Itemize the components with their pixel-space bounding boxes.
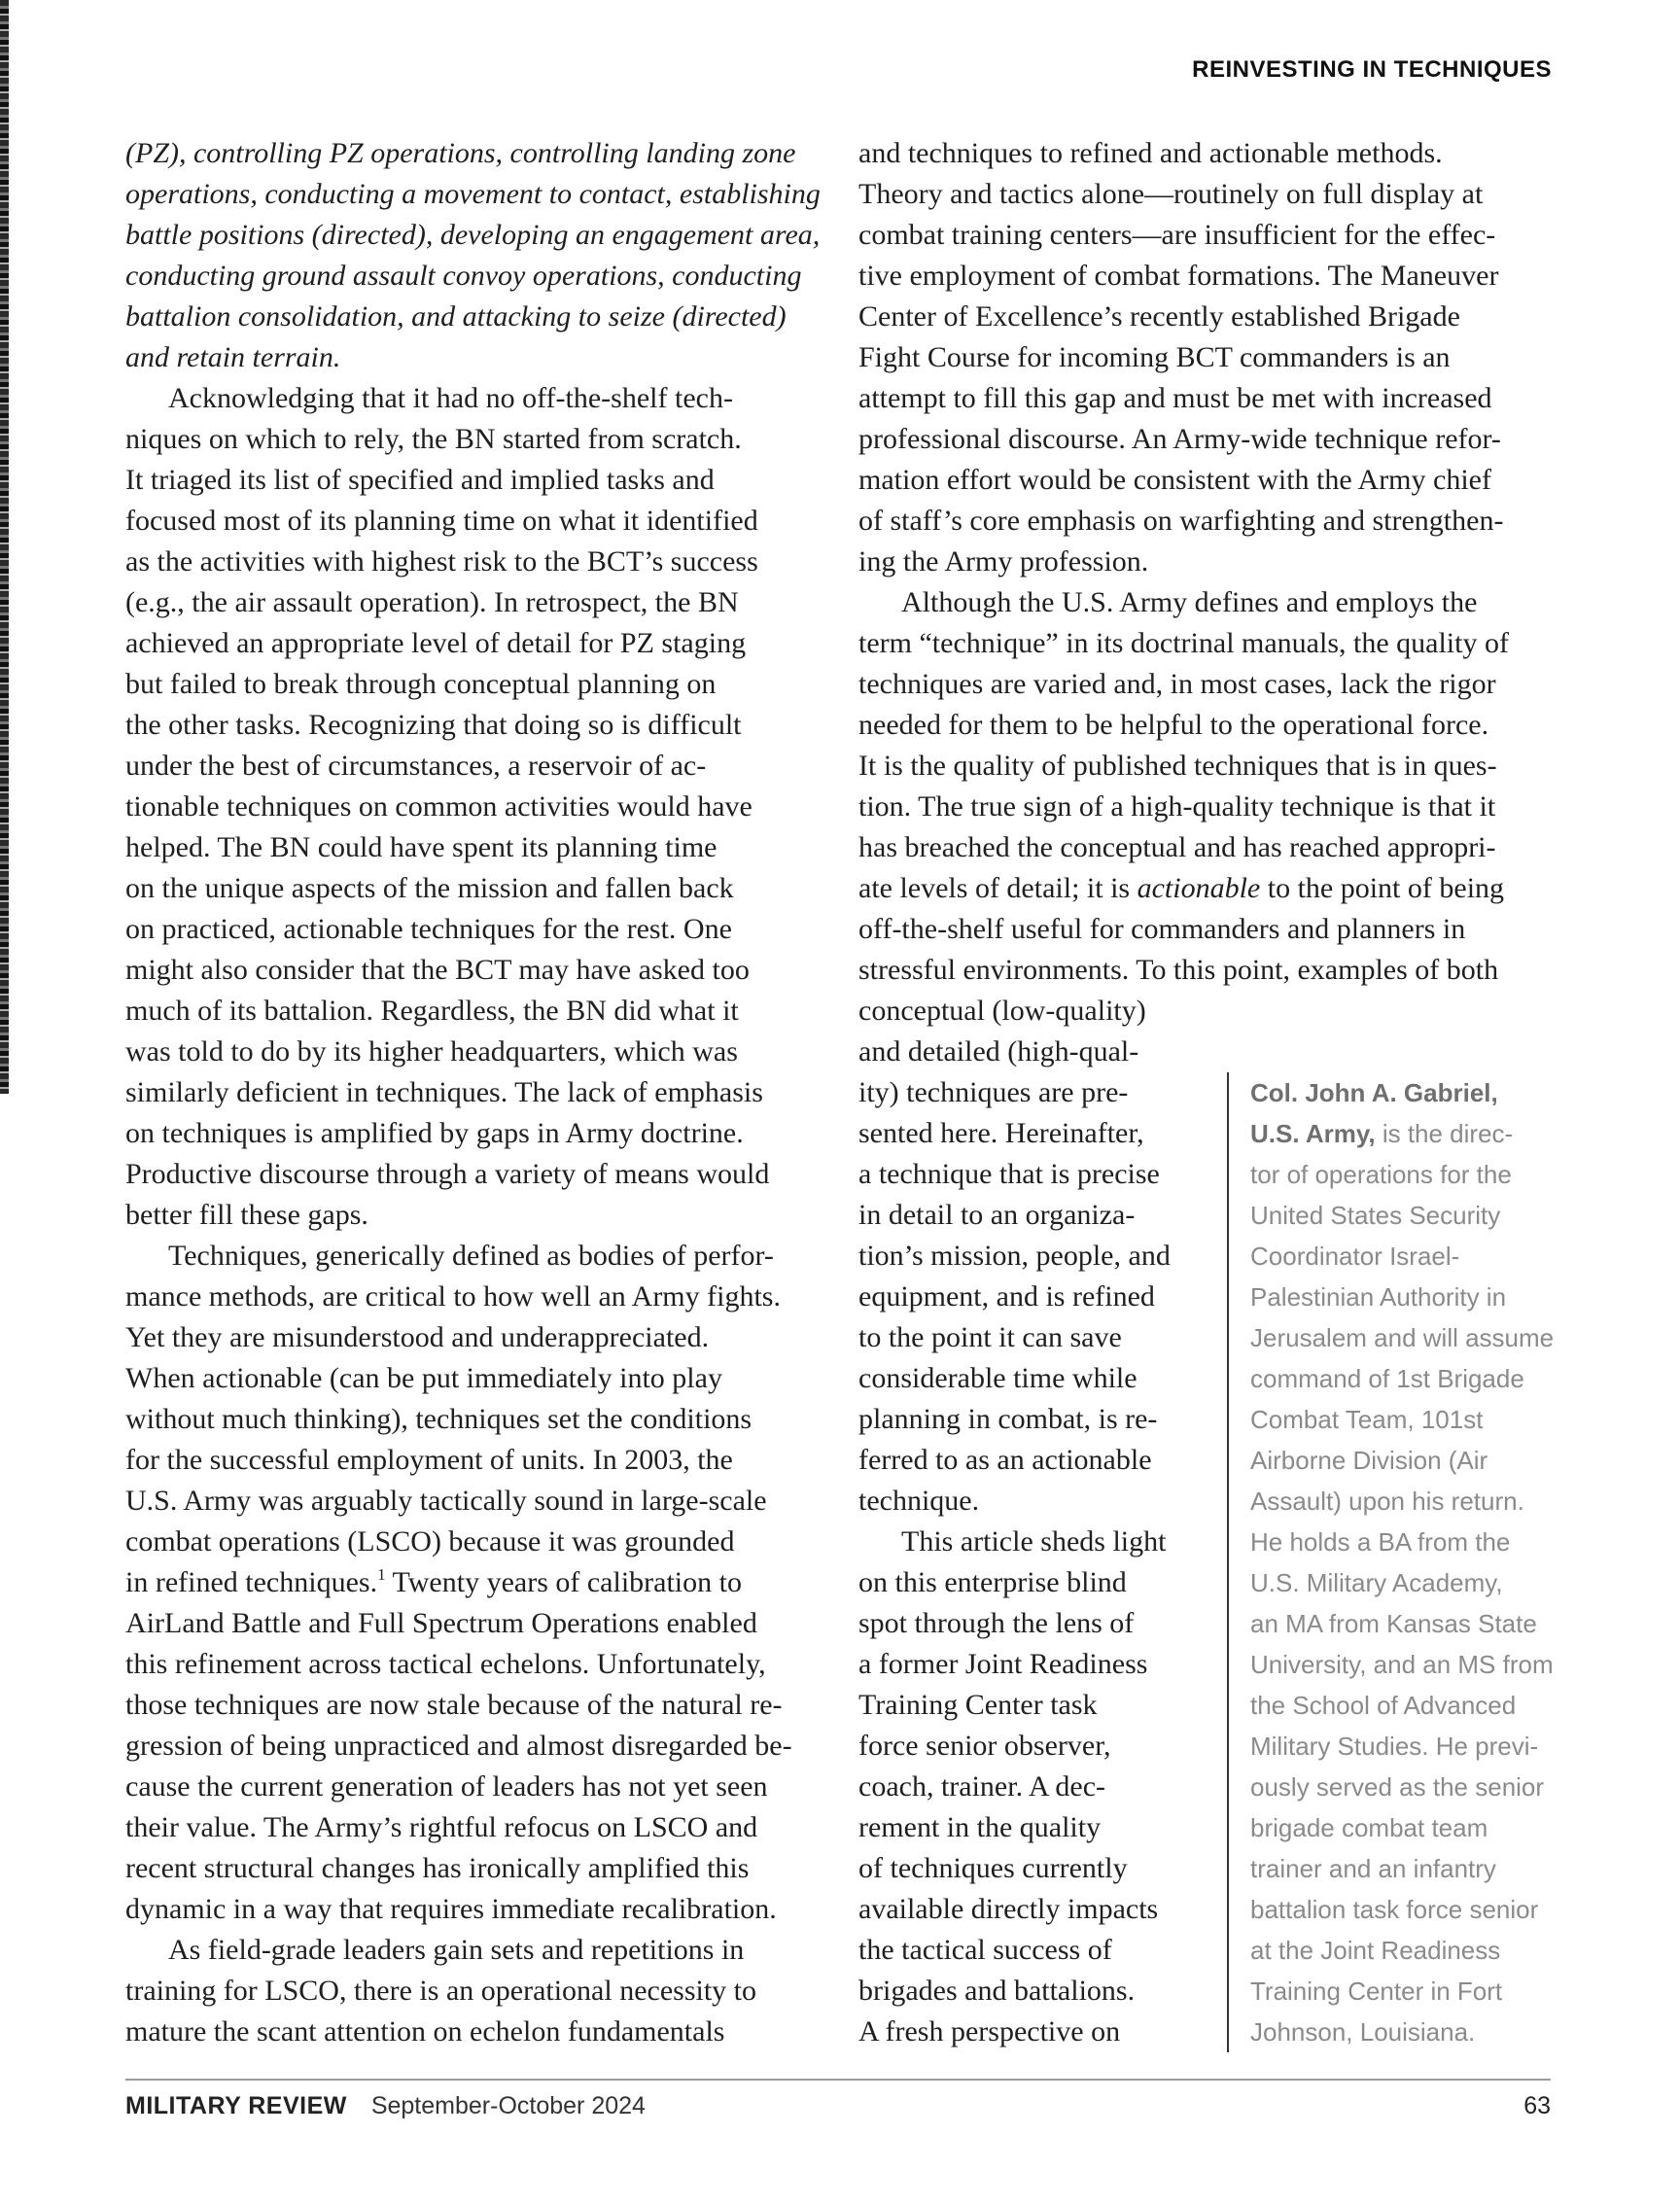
body-text-line: ate levels of detail; it is actionable to the point of being [858,872,1505,904]
body-text-line: those techniques are now stale because of the natural re- [125,1689,783,1721]
bio-line: Coordinator Israel- [1250,1242,1460,1271]
body-text-line: conducting ground assault convoy operations, conducting [125,260,802,292]
body-text-line: focused most of its planning time on what it identified [125,505,758,537]
body-text-line: but failed to break through conceptual planning on [125,668,717,700]
body-text-line: ing the Army profession. [858,545,1149,578]
body-text-line: gression of being unpracticed and almost disregarded be- [125,1730,792,1762]
bio-line: U.S. Military Academy, [1250,1568,1503,1597]
body-text-line: similarly deficient in techniques. The lack of emphasis [125,1076,763,1108]
bio-line: brigade combat team [1250,1813,1488,1842]
body-text-line: operations, conducting a movement to contact, establishing [125,178,821,210]
body-text-line: Productive discourse through a variety of means would [125,1158,770,1190]
body-text-line: on the unique aspects of the mission and fallen back [125,872,734,904]
bio-line: Airborne Division (Air [1250,1446,1488,1475]
bio-line: at the Joint Readiness [1250,1936,1501,1965]
bio-line: command of 1st Brigade [1250,1364,1524,1393]
author-bio [1227,1072,1581,2052]
body-text-line: stressful environments. To this point, examples of both [858,954,1499,986]
body-text-line: Theory and tactics alone—routinely on full display at [858,178,1484,210]
body-text-line: tive employment of combat formations. The Maneuver [858,260,1499,292]
body-text-line: has breached the conceptual and has reached appropri- [858,831,1496,863]
bio-line: Training Center in Fort [1250,1977,1503,2006]
body-text-line: on practiced, actionable techniques for the rest. One [125,913,732,945]
bio-line: Palestinian Authority in [1250,1282,1507,1312]
bio-line: ously served as the senior [1250,1772,1545,1802]
body-text-line: much of its battalion. Regardless, the BN did what it [125,995,739,1027]
body-text-line: mance methods, are critical to how well an Army fights. [125,1280,781,1312]
body-text-line: U.S. Army was arguably tactically sound in large-scale [125,1485,767,1517]
left-column [125,133,822,2052]
bio-line: Combat Team, 101st [1250,1405,1484,1434]
body-text-line: ity) techniques are pre- [858,1076,1129,1108]
body-text-line: equipment, and is refined [858,1280,1155,1312]
body-text-line: niques on which to rely, the BN started from scratch. [125,423,742,455]
body-text-line: battle positions (directed), developing an engagement area, [125,219,821,251]
body-text-line: Fight Course for incoming BCT commanders is an [858,341,1451,373]
body-text-line: of staff’s core emphasis on warfighting and strengthen- [858,505,1504,537]
body-text-line: without much thinking), techniques set the conditions [125,1403,752,1435]
body-text-line: ferred to as an actionable [858,1444,1152,1476]
body-text-line: Training Center task [858,1689,1098,1721]
body-text-line: battalion consolidation, and attacking to seize (directed) [125,300,787,332]
body-text-line: the tactical success of [858,1934,1112,1966]
body-text-line: on this enterprise blind [858,1566,1127,1598]
body-text-line: force senior observer, [858,1730,1111,1762]
body-text-line: techniques are varied and, in most cases, lack the rigor [858,668,1496,700]
body-text-line: might also consider that the BCT may have asked too [125,954,750,986]
body-text-line: combat operations (LSCO) because it was grounded [125,1525,735,1558]
body-text-line: the other tasks. Recognizing that doing so is difficult [125,709,742,741]
body-text-line: helped. The BN could have spent its planning time [125,831,718,863]
body-text-line: This article sheds light [901,1525,1167,1558]
body-text-line: Techniques, generically defined as bodies of perfor- [168,1240,774,1272]
body-text-line: recent structural changes has ironically amplified this [125,1852,750,1884]
body-text-line: combat training centers—are insufficient for the effec- [858,219,1496,251]
body-text-line: achieved an appropriate level of detail for PZ staging [125,627,747,659]
bio-line: Johnson, Louisiana. [1250,2017,1476,2047]
bio-line: an MA from Kansas State [1250,1609,1537,1638]
body-text-line: spot through the lens of [858,1607,1135,1639]
body-text-line: Although the U.S. Army defines and employs the [901,586,1478,618]
body-text-line: needed for them to be helpful to the operational force. [858,709,1489,741]
magazine-name: MILITARY REVIEW [125,2092,347,2119]
body-text-line: cause the current generation of leaders has not yet seen [125,1770,768,1802]
body-text-line: term “technique” in its doctrinal manuals, the quality of [858,627,1509,659]
bio-line: He holds a BA from the [1250,1527,1511,1557]
body-text-line: better fill these gaps. [125,1199,368,1231]
bio-line: Assault) upon his return. [1250,1487,1524,1516]
body-text-line: to the point it can save [858,1321,1122,1353]
bio-line: trainer and an infantry [1250,1854,1496,1883]
body-text-line: coach, trainer. A dec- [858,1770,1106,1802]
body-text-line: as the activities with highest risk to the BCT’s success [125,545,758,578]
body-text-line: planning in combat, is re- [858,1403,1158,1435]
body-text-line: Acknowledging that it had no off-the-shelf tech- [168,382,733,414]
left-edge-image-strip [0,0,9,1094]
body-text-line: in detail to an organiza- [858,1199,1136,1231]
body-text-line: It is the quality of published techniques that is in ques- [858,750,1497,782]
body-text-line: AirLand Battle and Full Spectrum Operations enabled [125,1607,757,1639]
bio-line: tor of operations for the [1250,1160,1512,1189]
body-text-line: and detailed (high-qual- [858,1035,1139,1068]
bio-line: Col. John A. Gabriel, [1250,1078,1498,1107]
issue-date: September-October 2024 [370,2092,646,2119]
body-text-line: Yet they are misunderstood and underappreciated. [125,1321,710,1353]
bio-line: Jerusalem and will assume [1250,1323,1555,1352]
body-text-line: As field-grade leaders gain sets and repetitions in [168,1934,745,1966]
body-text-line: conceptual (low-quality) [858,995,1146,1027]
body-text-line: and techniques to refined and actionable methods. [858,137,1443,169]
body-text-line: considerable time while [858,1362,1138,1394]
footnote-ref: 1 [377,1565,386,1584]
bio-line: University, and an MS from [1250,1650,1554,1679]
body-text-line: A fresh perspective on [858,2015,1121,2048]
body-text-line: professional discourse. An Army-wide technique refor- [858,423,1501,455]
body-text-line: When actionable (can be put immediately into play [125,1362,722,1394]
body-text-line: under the best of circumstances, a reservoir of ac- [125,750,707,782]
body-text-line: a technique that is precise [858,1158,1160,1190]
body-text-line: this refinement across tactical echelons. Unfortunately, [125,1648,766,1680]
body-text-line: mation effort would be consistent with the Army chief [858,464,1491,496]
body-text-line: technique. [858,1485,980,1517]
body-text-line: Center of Excellence’s recently established Brigade [858,300,1460,332]
footer-rule [125,2079,1551,2081]
body-text-line: in refined techniques.$^1$ Twenty years of calibration to [125,1565,742,1598]
body-text-line: (e.g., the air assault operation). In retrospect, the BN [125,586,739,618]
body-text-line: It triaged its list of specified and implied tasks and [125,464,715,496]
body-text-line: of techniques currently [858,1852,1128,1884]
bio-line: the School of Advanced [1250,1691,1517,1720]
body-text-line: sented here. Hereinafter, [858,1117,1144,1149]
body-text-line: mature the scant attention on echelon fundamentals [125,2015,725,2048]
body-text-line: tionable techniques on common activities would have [125,790,752,822]
body-text-line: brigades and battalions. [858,1975,1136,2007]
body-text-line: a former Joint Readiness [858,1648,1148,1680]
body-text-line: their value. The Army’s rightful refocus on LSCO and [125,1811,758,1843]
body-text-line: and retain terrain. [125,341,341,373]
body-text-line: training for LSCO, there is an operational necessity to [125,1975,756,2007]
bio-line: Military Studies. He previ- [1250,1732,1539,1761]
body-text-line: tion. The true sign of a high-quality technique is that it [858,790,1496,822]
body-text-line: rement in the quality [858,1811,1102,1843]
body-text-line: (PZ), controlling PZ operations, controlling landing zone [125,137,796,169]
body-text-line: attempt to fill this gap and must be met with increased [858,382,1492,414]
body-text-line: for the successful employment of units. In 2003, the [125,1444,733,1476]
bio-line: United States Security [1250,1201,1501,1230]
footer [125,2092,1551,2120]
bio-line: U.S. Army, is the direc- [1250,1119,1514,1148]
body-text-line: dynamic in a way that requires immediate recalibration. [125,1893,777,1925]
body-text-line: available directly impacts [858,1893,1159,1925]
body-text-line: was told to do by its higher headquarters, which was [125,1035,738,1068]
body-text-line: tion’s mission, people, and [858,1240,1171,1272]
body-text-line: off-the-shelf useful for commanders and planners in [858,913,1466,945]
body-text-line: on techniques is amplified by gaps in Army doctrine. [125,1117,744,1149]
bio-line: battalion task force senior [1250,1895,1539,1924]
running-head: REINVESTING IN TECHNIQUES [1192,56,1552,83]
page-number: 63 [1523,2092,1551,2119]
